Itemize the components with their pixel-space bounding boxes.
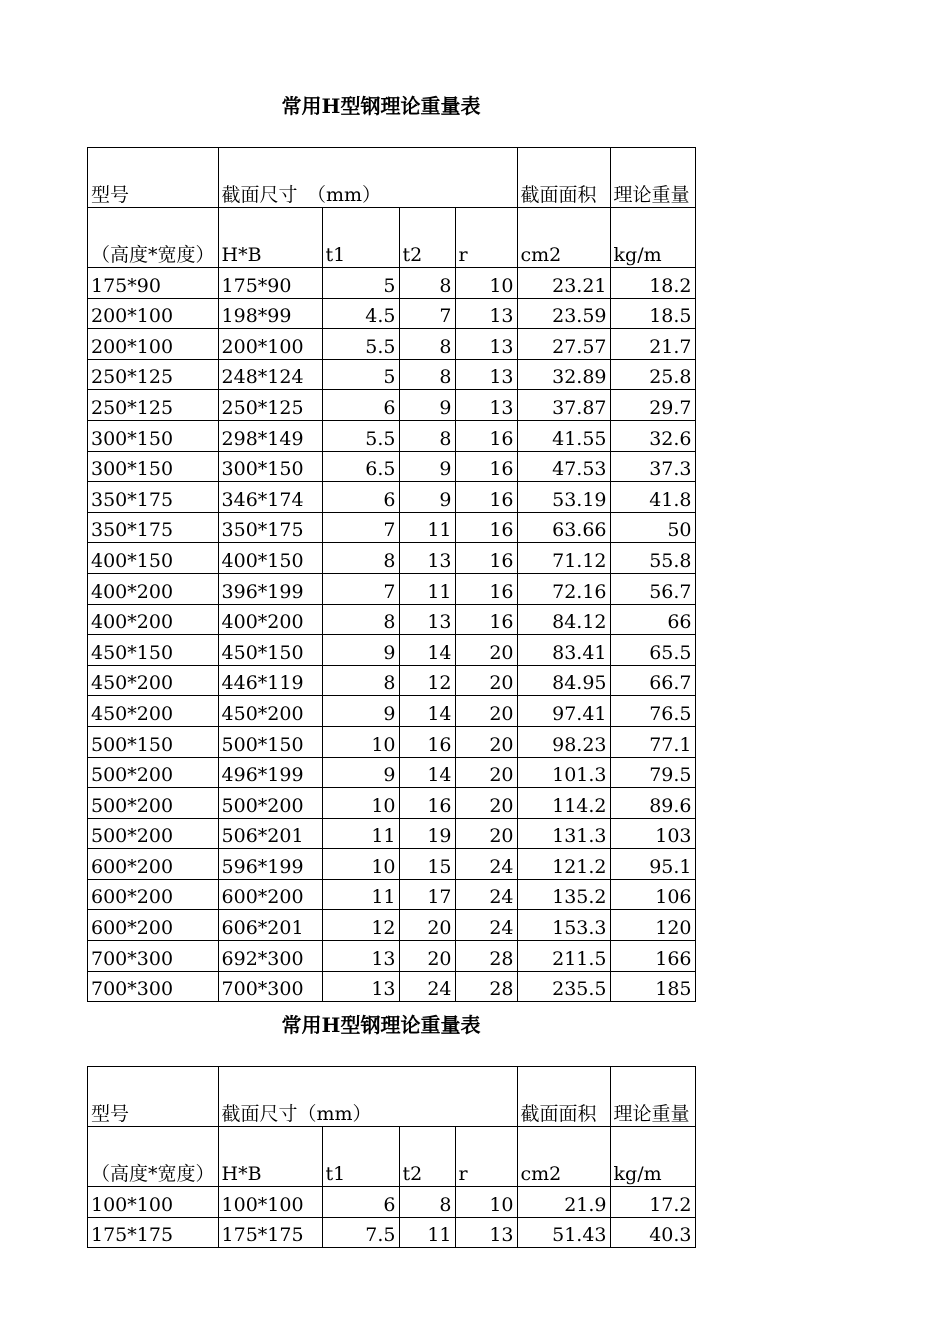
header-hb: H*B: [218, 208, 322, 268]
cell-t1: 10: [322, 726, 399, 757]
cell-weight: 89.6: [610, 788, 695, 819]
table-row: [88, 329, 696, 360]
cell-area: 72.16: [517, 573, 610, 604]
table-row: [88, 910, 696, 941]
header-section-size: 截面尺寸 （mm）: [218, 148, 517, 208]
cell-weight: 66.7: [610, 665, 695, 696]
header-area-unit: cm2: [517, 1127, 610, 1187]
cell-model: 700*300: [88, 971, 219, 1002]
header-hb: H*B: [218, 1127, 322, 1187]
cell-area: 23.21: [517, 268, 610, 299]
cell-weight: 25.8: [610, 359, 695, 390]
cell-model: 250*125: [88, 359, 219, 390]
table-row: [88, 268, 696, 299]
cell-r: 16: [455, 543, 517, 574]
cell-r: 13: [455, 329, 517, 360]
cell-t2: 14: [399, 757, 455, 788]
cell-hb: 496*199: [218, 757, 322, 788]
cell-hb: 400*150: [218, 543, 322, 574]
cell-area: 63.66: [517, 512, 610, 543]
header-section-size: 截面尺寸（mm）: [218, 1067, 517, 1127]
table-title-2: 常用H型钢理论重量表: [281, 1013, 481, 1037]
cell-t2: 9: [399, 482, 455, 513]
cell-model: 300*150: [88, 420, 219, 451]
cell-t2: 9: [399, 451, 455, 482]
cell-t2: 16: [399, 726, 455, 757]
cell-r: 20: [455, 757, 517, 788]
cell-t2: 12: [399, 665, 455, 696]
cell-hb: 692*300: [218, 941, 322, 972]
cell-area: 37.87: [517, 390, 610, 421]
cell-t2: 7: [399, 298, 455, 329]
table-row: [88, 665, 696, 696]
cell-hb: 248*124: [218, 359, 322, 390]
cell-weight: 29.7: [610, 390, 695, 421]
cell-r: 24: [455, 849, 517, 880]
cell-r: 20: [455, 818, 517, 849]
cell-model: 450*200: [88, 696, 219, 727]
cell-hb: 350*175: [218, 512, 322, 543]
cell-t2: 8: [399, 420, 455, 451]
table-row: [88, 696, 696, 727]
cell-model: 600*200: [88, 879, 219, 910]
cell-t2: 14: [399, 696, 455, 727]
cell-r: 16: [455, 512, 517, 543]
cell-t1: 6: [322, 482, 399, 513]
cell-hb: 500*150: [218, 726, 322, 757]
cell-t2: 17: [399, 879, 455, 910]
cell-r: 13: [455, 390, 517, 421]
cell-t2: 9: [399, 390, 455, 421]
cell-model: 450*150: [88, 635, 219, 666]
cell-t1: 11: [322, 818, 399, 849]
header-row: [88, 148, 696, 208]
subheader-row: [88, 1127, 696, 1187]
cell-r: 16: [455, 604, 517, 635]
cell-t1: 8: [322, 604, 399, 635]
cell-r: 10: [455, 268, 517, 299]
header-model: 型号: [88, 1067, 219, 1127]
table-row: [88, 849, 696, 880]
cell-hb: 175*90: [218, 268, 322, 299]
table-row: [88, 604, 696, 635]
table-row: [88, 451, 696, 482]
cell-hb: 200*100: [218, 329, 322, 360]
cell-r: 16: [455, 482, 517, 513]
cell-t1: 6.5: [322, 451, 399, 482]
cell-t1: 13: [322, 971, 399, 1002]
cell-weight: 37.3: [610, 451, 695, 482]
cell-area: 114.2: [517, 788, 610, 819]
cell-hb: 446*119: [218, 665, 322, 696]
cell-r: 28: [455, 941, 517, 972]
cell-hb: 175*175: [218, 1217, 322, 1248]
cell-area: 71.12: [517, 543, 610, 574]
cell-t2: 14: [399, 635, 455, 666]
cell-t1: 7: [322, 512, 399, 543]
table-row: [88, 818, 696, 849]
cell-hb: 700*300: [218, 971, 322, 1002]
cell-model: 350*175: [88, 482, 219, 513]
cell-model: 400*150: [88, 543, 219, 574]
header-row: [88, 1067, 696, 1127]
cell-t1: 9: [322, 696, 399, 727]
cell-t2: 16: [399, 788, 455, 819]
cell-weight: 106: [610, 879, 695, 910]
cell-r: 20: [455, 696, 517, 727]
cell-weight: 41.8: [610, 482, 695, 513]
cell-t1: 4.5: [322, 298, 399, 329]
cell-hb: 100*100: [218, 1187, 322, 1218]
cell-r: 13: [455, 359, 517, 390]
cell-t2: 19: [399, 818, 455, 849]
cell-model: 350*175: [88, 512, 219, 543]
cell-t1: 9: [322, 635, 399, 666]
cell-model: 600*200: [88, 910, 219, 941]
cell-weight: 32.6: [610, 420, 695, 451]
cell-model: 500*200: [88, 818, 219, 849]
table-row: [88, 635, 696, 666]
table-row: [88, 420, 696, 451]
cell-hb: 396*199: [218, 573, 322, 604]
table-row: [88, 390, 696, 421]
cell-weight: 17.2: [610, 1187, 695, 1218]
cell-r: 13: [455, 1217, 517, 1248]
cell-hb: 450*200: [218, 696, 322, 727]
cell-hb: 606*201: [218, 910, 322, 941]
cell-weight: 95.1: [610, 849, 695, 880]
cell-t1: 5.5: [322, 420, 399, 451]
header-t1: t1: [322, 1127, 399, 1187]
cell-hb: 198*99: [218, 298, 322, 329]
cell-t2: 11: [399, 512, 455, 543]
header-weight-unit: kg/m: [610, 208, 695, 268]
table-row: [88, 788, 696, 819]
cell-r: 28: [455, 971, 517, 1002]
cell-r: 16: [455, 420, 517, 451]
header-weight: 理论重量: [610, 1067, 695, 1127]
table-row: [88, 1187, 696, 1218]
cell-area: 47.53: [517, 451, 610, 482]
cell-hb: 600*200: [218, 879, 322, 910]
header-t1: t1: [322, 208, 399, 268]
table-row: [88, 482, 696, 513]
cell-t1: 8: [322, 665, 399, 696]
cell-t2: 8: [399, 268, 455, 299]
cell-model: 450*200: [88, 665, 219, 696]
cell-weight: 50: [610, 512, 695, 543]
table-row: [88, 359, 696, 390]
cell-weight: 40.3: [610, 1217, 695, 1248]
cell-weight: 65.5: [610, 635, 695, 666]
cell-r: 16: [455, 573, 517, 604]
cell-t1: 9: [322, 757, 399, 788]
cell-model: 500*150: [88, 726, 219, 757]
table-row: [88, 298, 696, 329]
cell-area: 27.57: [517, 329, 610, 360]
cell-hb: 346*174: [218, 482, 322, 513]
cell-model: 600*200: [88, 849, 219, 880]
cell-r: 20: [455, 665, 517, 696]
cell-area: 153.3: [517, 910, 610, 941]
cell-area: 84.95: [517, 665, 610, 696]
header-r: r: [455, 208, 517, 268]
cell-area: 121.2: [517, 849, 610, 880]
cell-t1: 5: [322, 268, 399, 299]
cell-weight: 18.2: [610, 268, 695, 299]
cell-model: 175*90: [88, 268, 219, 299]
cell-model: 700*300: [88, 941, 219, 972]
cell-t2: 11: [399, 573, 455, 604]
cell-hb: 506*201: [218, 818, 322, 849]
cell-weight: 79.5: [610, 757, 695, 788]
cell-hb: 250*125: [218, 390, 322, 421]
table-row: [88, 512, 696, 543]
cell-area: 53.19: [517, 482, 610, 513]
cell-t2: 13: [399, 604, 455, 635]
cell-t1: 10: [322, 849, 399, 880]
cell-area: 135.2: [517, 879, 610, 910]
cell-weight: 21.7: [610, 329, 695, 360]
cell-t1: 12: [322, 910, 399, 941]
cell-r: 20: [455, 726, 517, 757]
table-row: [88, 543, 696, 574]
cell-t2: 8: [399, 329, 455, 360]
cell-t1: 10: [322, 788, 399, 819]
cell-model: 300*150: [88, 451, 219, 482]
cell-t1: 8: [322, 543, 399, 574]
subheader-row: [88, 208, 696, 268]
header-area: 截面面积: [517, 1067, 610, 1127]
cell-weight: 103: [610, 818, 695, 849]
cell-t2: 15: [399, 849, 455, 880]
cell-area: 51.43: [517, 1217, 610, 1248]
cell-t2: 20: [399, 910, 455, 941]
header-model: 型号: [88, 148, 219, 208]
cell-model: 400*200: [88, 604, 219, 635]
table-row: [88, 1217, 696, 1248]
cell-r: 13: [455, 298, 517, 329]
cell-t2: 8: [399, 1187, 455, 1218]
header-area: 截面面积: [517, 148, 610, 208]
cell-t1: 5: [322, 359, 399, 390]
cell-area: 41.55: [517, 420, 610, 451]
header-t2: t2: [399, 1127, 455, 1187]
cell-r: 20: [455, 635, 517, 666]
cell-area: 98.23: [517, 726, 610, 757]
cell-area: 21.9: [517, 1187, 610, 1218]
cell-weight: 18.5: [610, 298, 695, 329]
header-area-unit: cm2: [517, 208, 610, 268]
cell-weight: 56.7: [610, 573, 695, 604]
header-weight: 理论重量: [610, 148, 695, 208]
table-row: [88, 573, 696, 604]
cell-r: 20: [455, 788, 517, 819]
cell-r: 24: [455, 879, 517, 910]
cell-r: 10: [455, 1187, 517, 1218]
cell-model: 500*200: [88, 757, 219, 788]
cell-t2: 13: [399, 543, 455, 574]
cell-t1: 6: [322, 1187, 399, 1218]
cell-t2: 11: [399, 1217, 455, 1248]
cell-weight: 77.1: [610, 726, 695, 757]
cell-model: 500*200: [88, 788, 219, 819]
header-model-sub: （高度*宽度）: [88, 1127, 219, 1187]
cell-model: 200*100: [88, 298, 219, 329]
cell-weight: 55.8: [610, 543, 695, 574]
header-weight-unit: kg/m: [610, 1127, 695, 1187]
steel-weight-table: [87, 147, 696, 1002]
cell-hb: 596*199: [218, 849, 322, 880]
table-row: [88, 941, 696, 972]
table-title: 常用H型钢理论重量表: [281, 94, 481, 118]
steel-weight-table-2: [87, 1066, 696, 1248]
cell-hb: 298*149: [218, 420, 322, 451]
header-r: r: [455, 1127, 517, 1187]
table-body: [88, 268, 696, 1002]
cell-area: 84.12: [517, 604, 610, 635]
cell-r: 16: [455, 451, 517, 482]
table-row: [88, 971, 696, 1002]
cell-t2: 8: [399, 359, 455, 390]
cell-hb: 300*150: [218, 451, 322, 482]
cell-area: 211.5: [517, 941, 610, 972]
cell-r: 24: [455, 910, 517, 941]
cell-t1: 6: [322, 390, 399, 421]
cell-weight: 166: [610, 941, 695, 972]
cell-model: 200*100: [88, 329, 219, 360]
header-model-sub: （高度*宽度）: [88, 208, 219, 268]
cell-area: 23.59: [517, 298, 610, 329]
header-t2: t2: [399, 208, 455, 268]
cell-area: 32.89: [517, 359, 610, 390]
cell-area: 97.41: [517, 696, 610, 727]
cell-model: 100*100: [88, 1187, 219, 1218]
table-row: [88, 879, 696, 910]
cell-model: 400*200: [88, 573, 219, 604]
table-row: [88, 726, 696, 757]
cell-t1: 7: [322, 573, 399, 604]
cell-t1: 11: [322, 879, 399, 910]
cell-area: 83.41: [517, 635, 610, 666]
cell-t1: 5.5: [322, 329, 399, 360]
cell-t1: 13: [322, 941, 399, 972]
cell-hb: 450*150: [218, 635, 322, 666]
cell-weight: 185: [610, 971, 695, 1002]
cell-model: 175*175: [88, 1217, 219, 1248]
cell-weight: 76.5: [610, 696, 695, 727]
table-row: [88, 757, 696, 788]
cell-t2: 24: [399, 971, 455, 1002]
cell-weight: 66: [610, 604, 695, 635]
cell-area: 131.3: [517, 818, 610, 849]
cell-model: 250*125: [88, 390, 219, 421]
cell-t1: 7.5: [322, 1217, 399, 1248]
cell-area: 101.3: [517, 757, 610, 788]
table-body-2: [88, 1187, 696, 1248]
cell-hb: 500*200: [218, 788, 322, 819]
cell-t2: 20: [399, 941, 455, 972]
cell-weight: 120: [610, 910, 695, 941]
cell-area: 235.5: [517, 971, 610, 1002]
cell-hb: 400*200: [218, 604, 322, 635]
